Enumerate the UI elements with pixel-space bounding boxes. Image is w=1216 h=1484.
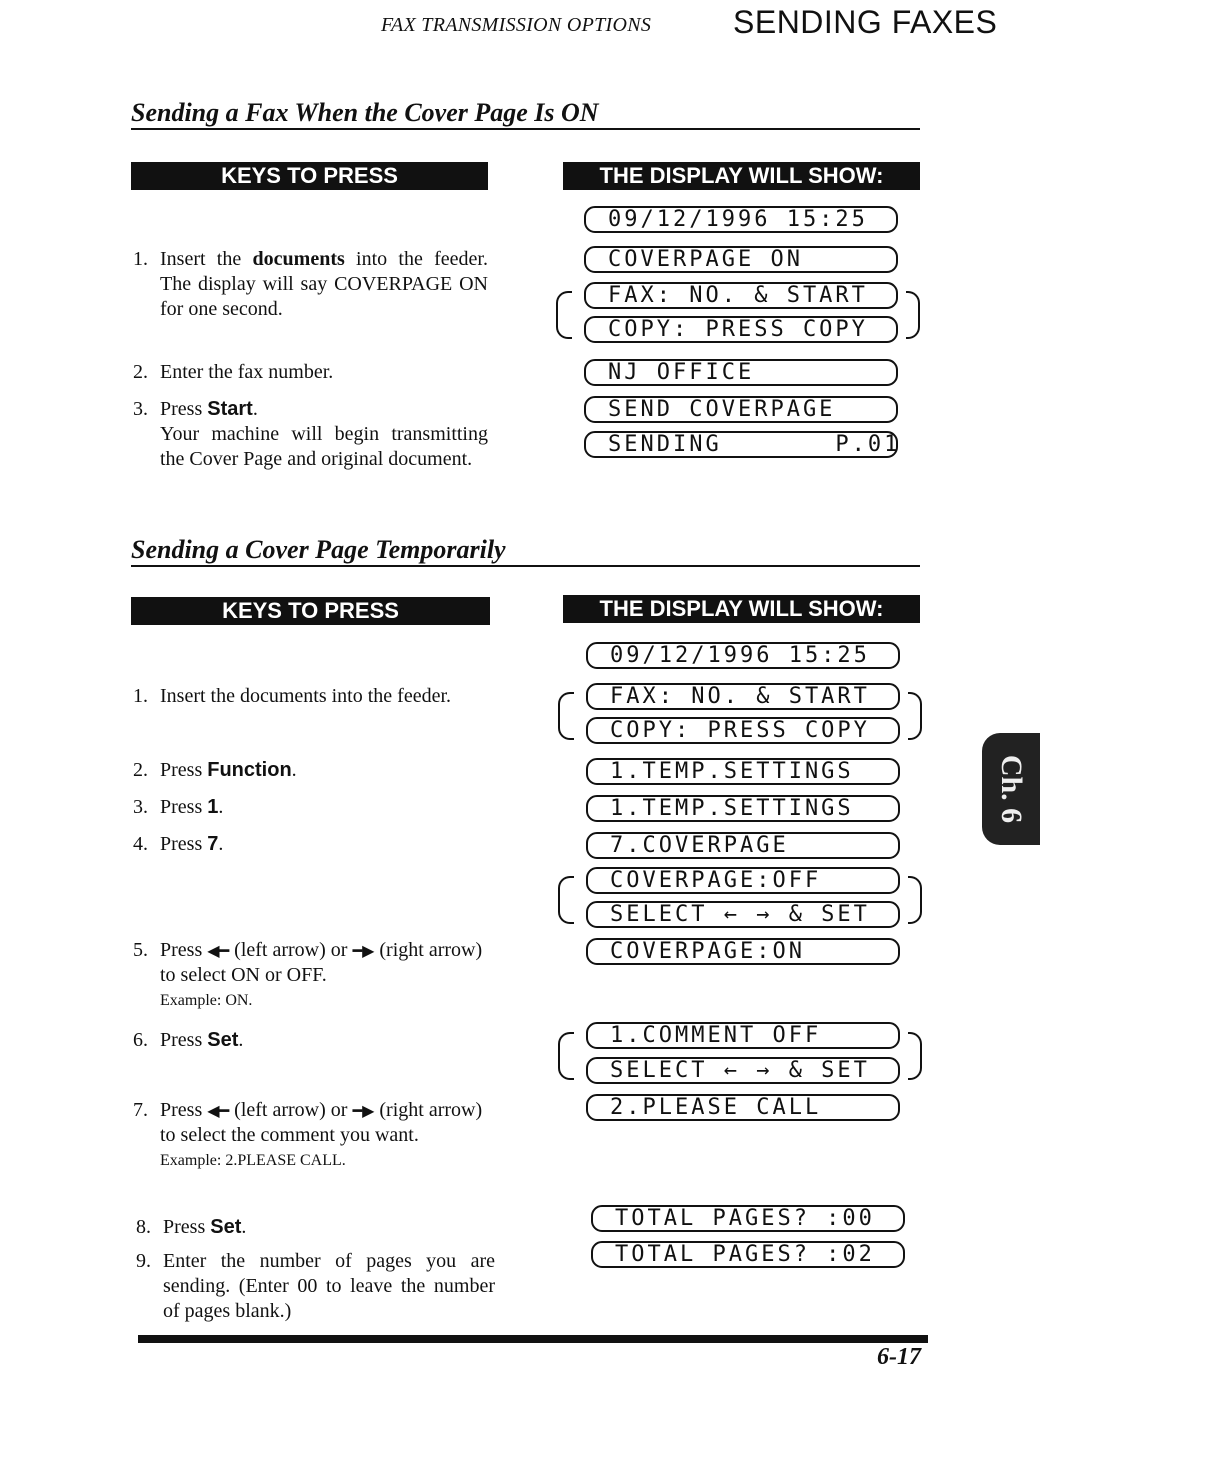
step-6: 6. Press Set. [133, 1029, 244, 1051]
step-2: 2. Enter the fax number. [133, 361, 334, 383]
lcd-display: TOTAL PAGES? :02 [591, 1241, 905, 1268]
example-note: Example: ON. [160, 992, 253, 1009]
page-number: 6-17 [877, 1344, 921, 1370]
running-header-section: FAX TRANSMISSION OPTIONS [381, 14, 652, 36]
chapter-tab [982, 733, 1040, 845]
lcd-display: 1.COMMENT OFF [586, 1022, 900, 1049]
step-3: 3. Press 1. [133, 796, 224, 818]
lcd-display: 09/12/1996 15:25 [584, 206, 898, 233]
lcd-display: COPY: PRESS COPY [586, 717, 900, 744]
lcd-display: 2.PLEASE CALL [586, 1094, 900, 1121]
alternating-bracket-left [558, 1032, 574, 1080]
key-set: Set [210, 1216, 242, 1238]
step-3: 3. Press Start. Your machine will begin transmitting the Cover Page and original document. [133, 398, 488, 470]
lcd-display: COVERPAGE:OFF [586, 867, 900, 894]
alternating-bracket-left [556, 291, 572, 339]
lcd-display: SELECT ← → & SET [586, 1057, 900, 1084]
lcd-display: TOTAL PAGES? :00 [591, 1205, 905, 1232]
section-title-temporarily: Sending a Cover Page Temporarily [131, 535, 506, 564]
left-arrow-icon: ◀━ [207, 1101, 230, 1120]
lcd-display: COPY: PRESS COPY [584, 316, 898, 343]
step-4: 4. Press 7. [133, 833, 224, 855]
section-rule [131, 128, 920, 130]
alternating-bracket-right [908, 876, 922, 924]
section-title-cover-on: Sending a Fax When the Cover Page Is ON [131, 98, 599, 127]
key-set: Set [207, 1029, 239, 1051]
example-note: Example: 2.PLEASE CALL. [160, 1152, 346, 1169]
step-1: 1. Insert the documents into the feeder. The display will say COVERPAGE ON for one second. [133, 248, 488, 320]
lcd-display: 1.TEMP.SETTINGS [586, 795, 900, 822]
step-7: 7. Press ◀━ (left arrow) or ━▶ (right arrow) to select the comment you want. Example: 2.PLEASE CALL. [133, 1098, 490, 1173]
display-will-show-bar: THE DISPLAY WILL SHOW: [563, 595, 920, 623]
right-arrow-icon: ━▶ [352, 941, 375, 960]
alternating-bracket-right [908, 692, 922, 740]
step-8: 8. Press Set. [136, 1216, 247, 1238]
lcd-display: FAX: NO. & START [586, 683, 900, 710]
step-number: 1. [133, 248, 148, 270]
key-1: 1 [207, 796, 219, 818]
right-arrow-icon: ━▶ [352, 1101, 375, 1120]
lcd-display: COVERPAGE ON [584, 246, 898, 273]
step-5: 5. Press ◀━ (left arrow) or ━▶ (right arrow) to select ON or OFF. Example: ON. [133, 938, 490, 1013]
footer-rule [138, 1335, 928, 1343]
lcd-display: NJ OFFICE [584, 359, 898, 386]
running-header-chapter: SENDING FAXES [733, 4, 998, 40]
alternating-bracket-left [558, 876, 574, 924]
lcd-display: SENDING P.01 [584, 431, 898, 458]
keys-to-press-bar: KEYS TO PRESS [131, 162, 488, 190]
step-2: 2. Press Function. [133, 759, 297, 781]
key-function: Function [207, 759, 292, 781]
lcd-display: 1.TEMP.SETTINGS [586, 758, 900, 785]
key-start: Start [207, 398, 253, 420]
keys-to-press-bar: KEYS TO PRESS [131, 597, 490, 625]
left-arrow-icon: ◀━ [207, 941, 230, 960]
display-will-show-bar: THE DISPLAY WILL SHOW: [563, 162, 920, 190]
section-rule [131, 565, 920, 567]
chapter-tab-label: Ch. 6 [995, 754, 1029, 824]
key-7: 7 [207, 833, 219, 855]
lcd-display: SEND COVERPAGE [584, 396, 898, 423]
lcd-display: COVERPAGE:ON [586, 938, 900, 965]
alternating-bracket-right [908, 1032, 922, 1080]
lcd-display: 09/12/1996 15:25 [586, 642, 900, 669]
bold-term: documents [252, 248, 345, 270]
lcd-display: 7.COVERPAGE [586, 832, 900, 859]
lcd-display: FAX: NO. & START [584, 282, 898, 309]
alternating-bracket-right [906, 291, 920, 339]
step-1: 1. Insert the documents into the feeder. [133, 685, 452, 707]
lcd-display: SELECT ← → & SET [586, 901, 900, 928]
alternating-bracket-left [558, 692, 574, 740]
step-9: 9. Enter the number of pages you are sending. (Enter 00 to leave the number of pages blank.) [136, 1250, 495, 1322]
